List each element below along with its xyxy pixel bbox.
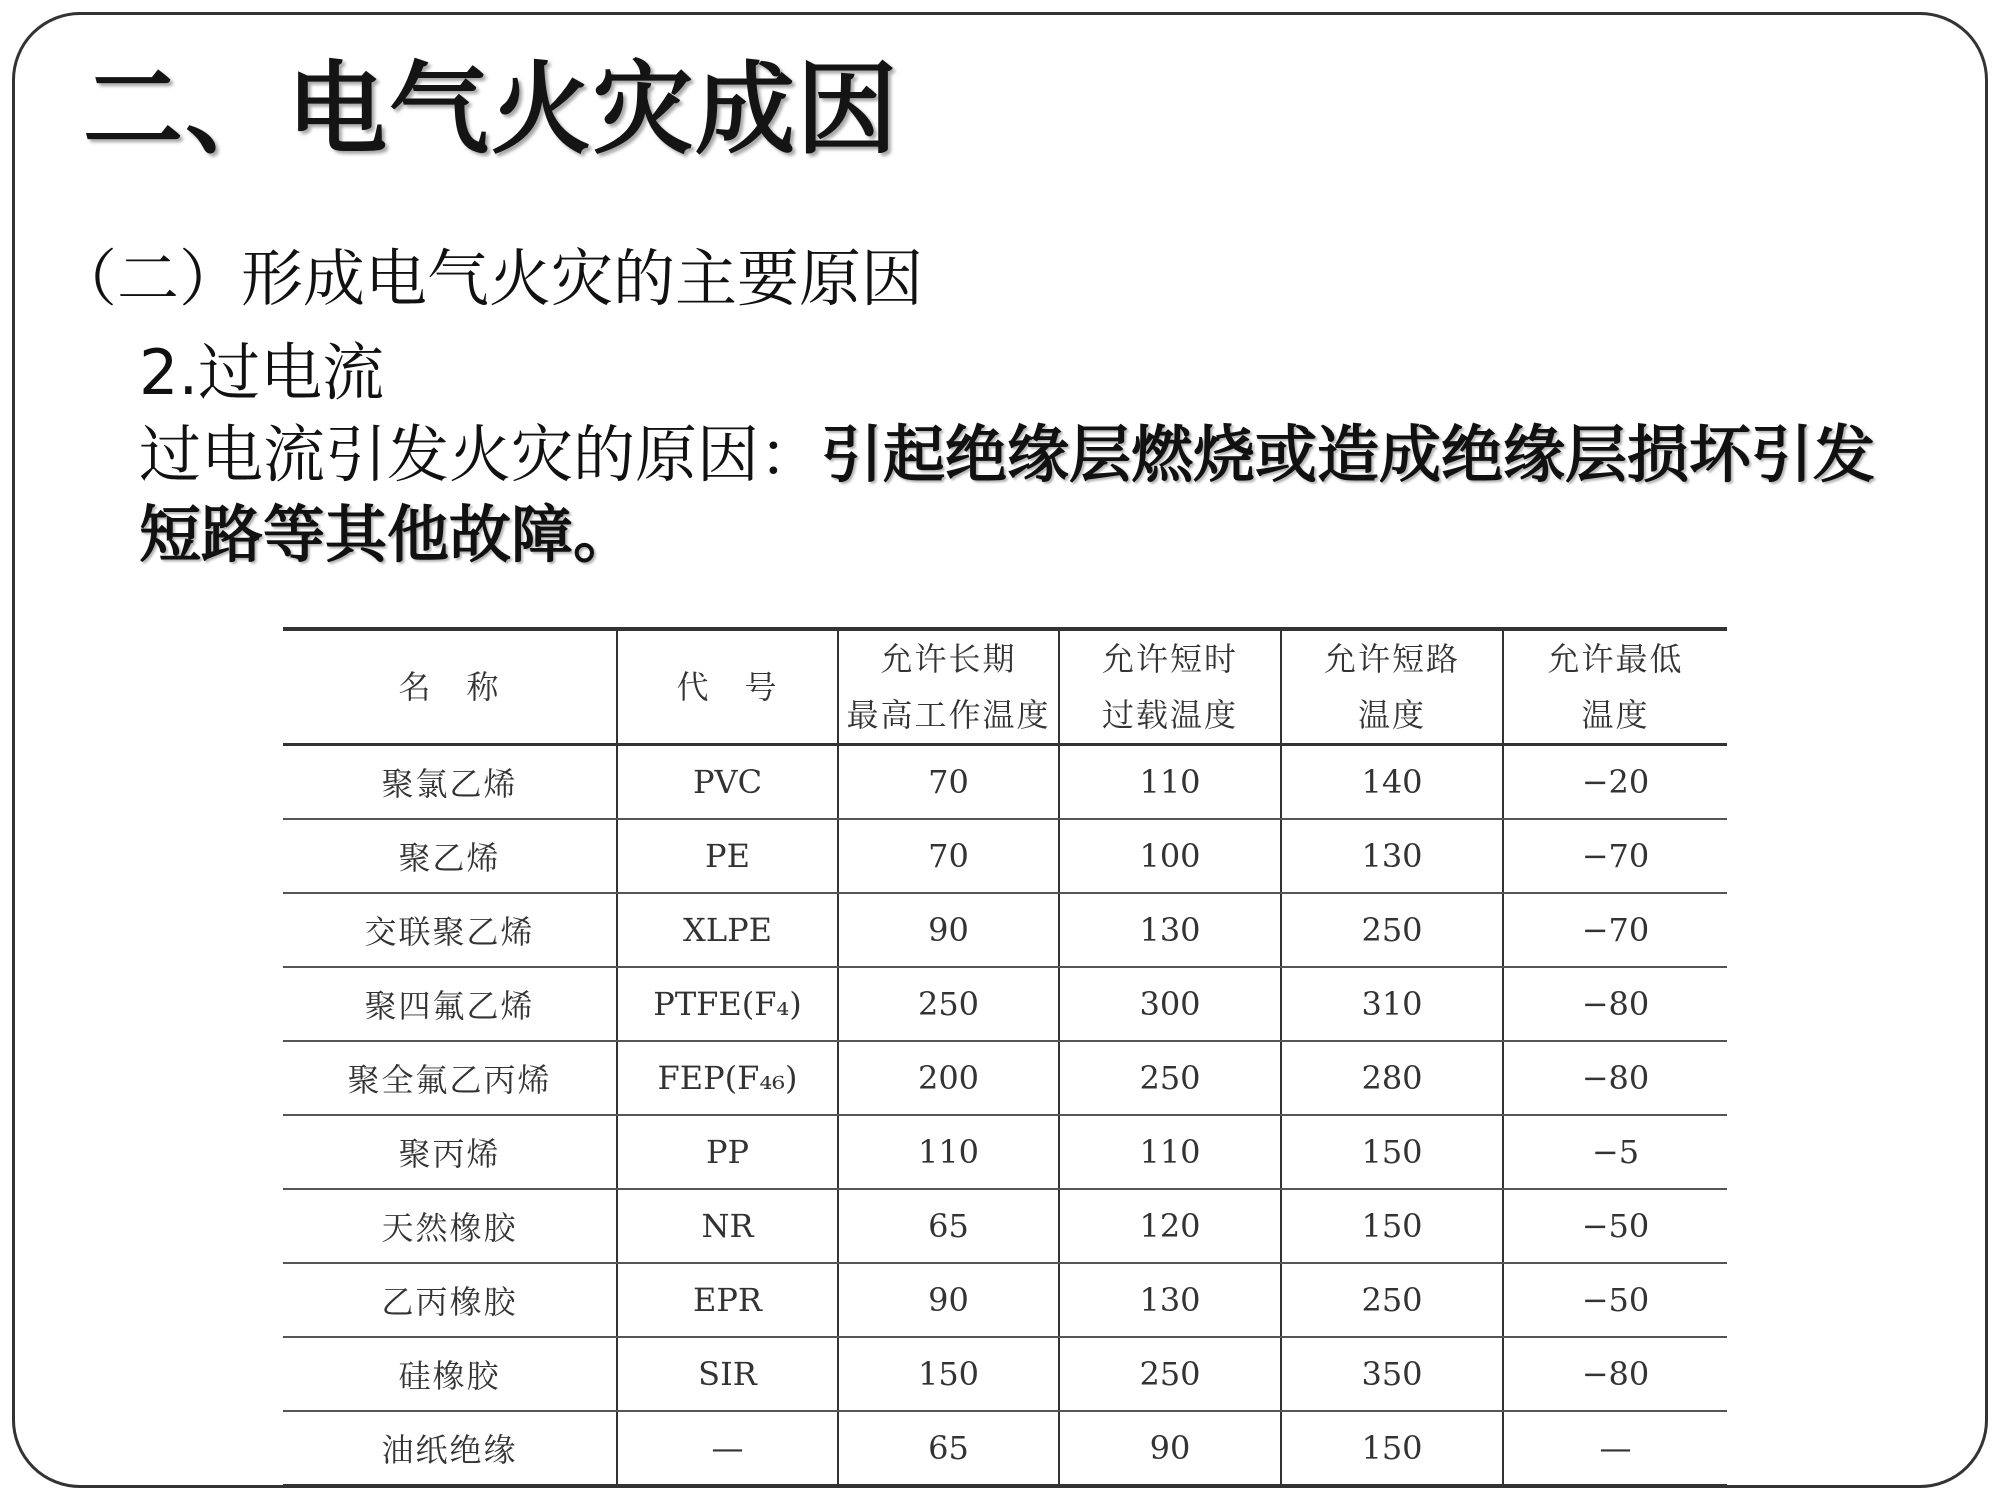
cell-code: NR — [617, 1189, 838, 1263]
header-line: 温度 — [1581, 696, 1650, 734]
slide-title: 二、电气火灾成因 — [83, 51, 899, 168]
header-short-overload-temp — [1059, 629, 1281, 745]
table-body — [283, 745, 1727, 1487]
header-line: 允许短路 — [1323, 640, 1460, 678]
cell-short-circuit-temp: 130 — [1281, 819, 1503, 893]
cell-code: SIR — [617, 1337, 838, 1411]
cell-long-term-temp: 65 — [838, 1189, 1059, 1263]
cell-long-term-temp: 65 — [838, 1411, 1059, 1486]
table-row — [283, 1189, 1727, 1263]
header-line: 允许最低 — [1547, 640, 1684, 678]
cell-long-term-temp: 150 — [838, 1337, 1059, 1411]
cell-short-overload-temp: 130 — [1059, 893, 1281, 967]
header-code — [617, 629, 838, 745]
cell-min-temp: −50 — [1503, 1263, 1727, 1337]
slide-subtitle: （二）形成电气火灾的主要原因 — [55, 242, 924, 315]
cell-short-overload-temp: 130 — [1059, 1263, 1281, 1337]
cell-long-term-temp: 200 — [838, 1041, 1059, 1115]
header-long-term-temp — [838, 629, 1059, 745]
cell-short-circuit-temp: 150 — [1281, 1189, 1503, 1263]
header-short-circuit-temp — [1281, 629, 1503, 745]
cell-name: 天然橡胶 — [283, 1189, 617, 1263]
cell-code: EPR — [617, 1263, 838, 1337]
table-header-row — [283, 629, 1727, 745]
cell-name: 油纸绝缘 — [283, 1411, 617, 1486]
cell-short-circuit-temp: 150 — [1281, 1411, 1503, 1486]
insulation-temperature-table — [283, 627, 1727, 1488]
cell-min-temp: −70 — [1503, 893, 1727, 967]
header-line: 最高工作温度 — [846, 696, 1051, 734]
cell-min-temp: −20 — [1503, 745, 1727, 820]
cell-min-temp: −80 — [1503, 967, 1727, 1041]
table-row — [283, 893, 1727, 967]
table-row — [283, 745, 1727, 820]
table-row — [283, 1115, 1727, 1189]
insulation-temperature-table-wrap — [283, 627, 1727, 1488]
cell-long-term-temp: 90 — [838, 893, 1059, 967]
cell-code: XLPE — [617, 893, 838, 967]
cell-short-circuit-temp: 140 — [1281, 745, 1503, 820]
cell-short-overload-temp: 100 — [1059, 819, 1281, 893]
cell-code: PVC — [617, 745, 838, 820]
header-line: 过载温度 — [1101, 696, 1238, 734]
cell-code: PE — [617, 819, 838, 893]
body-paragraph — [139, 415, 1919, 575]
cell-min-temp: −50 — [1503, 1189, 1727, 1263]
cell-long-term-temp: 110 — [838, 1115, 1059, 1189]
cell-min-temp: −70 — [1503, 819, 1727, 893]
cell-long-term-temp: 70 — [838, 745, 1059, 820]
cell-min-temp: −5 — [1503, 1115, 1727, 1189]
cell-short-circuit-temp: 250 — [1281, 1263, 1503, 1337]
cell-short-overload-temp: 110 — [1059, 1115, 1281, 1189]
cell-code: PP — [617, 1115, 838, 1189]
cell-short-overload-temp: 300 — [1059, 967, 1281, 1041]
cell-short-circuit-temp: 350 — [1281, 1337, 1503, 1411]
cell-short-circuit-temp: 150 — [1281, 1115, 1503, 1189]
cell-name: 聚氯乙烯 — [283, 745, 617, 820]
cell-short-overload-temp: 90 — [1059, 1411, 1281, 1486]
cell-code: — — [617, 1411, 838, 1486]
table-row — [283, 1337, 1727, 1411]
cell-name: 聚全氟乙丙烯 — [283, 1041, 617, 1115]
cell-short-circuit-temp: 280 — [1281, 1041, 1503, 1115]
cell-long-term-temp: 70 — [838, 819, 1059, 893]
cell-short-overload-temp: 120 — [1059, 1189, 1281, 1263]
header-min-temp — [1503, 629, 1727, 745]
table-row — [283, 819, 1727, 893]
header-line: 允许短时 — [1101, 640, 1238, 678]
header-line: 允许长期 — [880, 640, 1017, 678]
body-emphasis: 引起绝缘层燃烧或造成绝缘层损坏引发短路等其他故障。 — [139, 418, 1876, 571]
table-row — [283, 1411, 1727, 1486]
table-row — [283, 967, 1727, 1041]
cell-code: FEP(F₄₆) — [617, 1041, 838, 1115]
section-heading: 2.过电流 — [139, 336, 385, 409]
cell-name: 聚四氟乙烯 — [283, 967, 617, 1041]
body-prefix: 过电流引发火灾的原因： — [139, 418, 822, 491]
cell-name: 交联聚乙烯 — [283, 893, 617, 967]
header-name — [283, 629, 617, 745]
cell-short-overload-temp: 250 — [1059, 1041, 1281, 1115]
cell-name: 硅橡胶 — [283, 1337, 617, 1411]
cell-short-overload-temp: 250 — [1059, 1337, 1281, 1411]
header-line: 名 称 — [398, 668, 501, 706]
cell-min-temp: −80 — [1503, 1041, 1727, 1115]
cell-name: 聚丙烯 — [283, 1115, 617, 1189]
header-line: 代 号 — [676, 668, 779, 706]
cell-long-term-temp: 250 — [838, 967, 1059, 1041]
cell-name: 聚乙烯 — [283, 819, 617, 893]
cell-code: PTFE(F₄) — [617, 967, 838, 1041]
cell-short-overload-temp: 110 — [1059, 745, 1281, 820]
cell-min-temp: −80 — [1503, 1337, 1727, 1411]
cell-short-circuit-temp: 250 — [1281, 893, 1503, 967]
table-row — [283, 1041, 1727, 1115]
cell-min-temp: — — [1503, 1411, 1727, 1486]
cell-long-term-temp: 90 — [838, 1263, 1059, 1337]
slide-frame — [12, 12, 1988, 1488]
cell-short-circuit-temp: 310 — [1281, 967, 1503, 1041]
table-row — [283, 1263, 1727, 1337]
header-line: 温度 — [1357, 696, 1426, 734]
cell-name: 乙丙橡胶 — [283, 1263, 617, 1337]
